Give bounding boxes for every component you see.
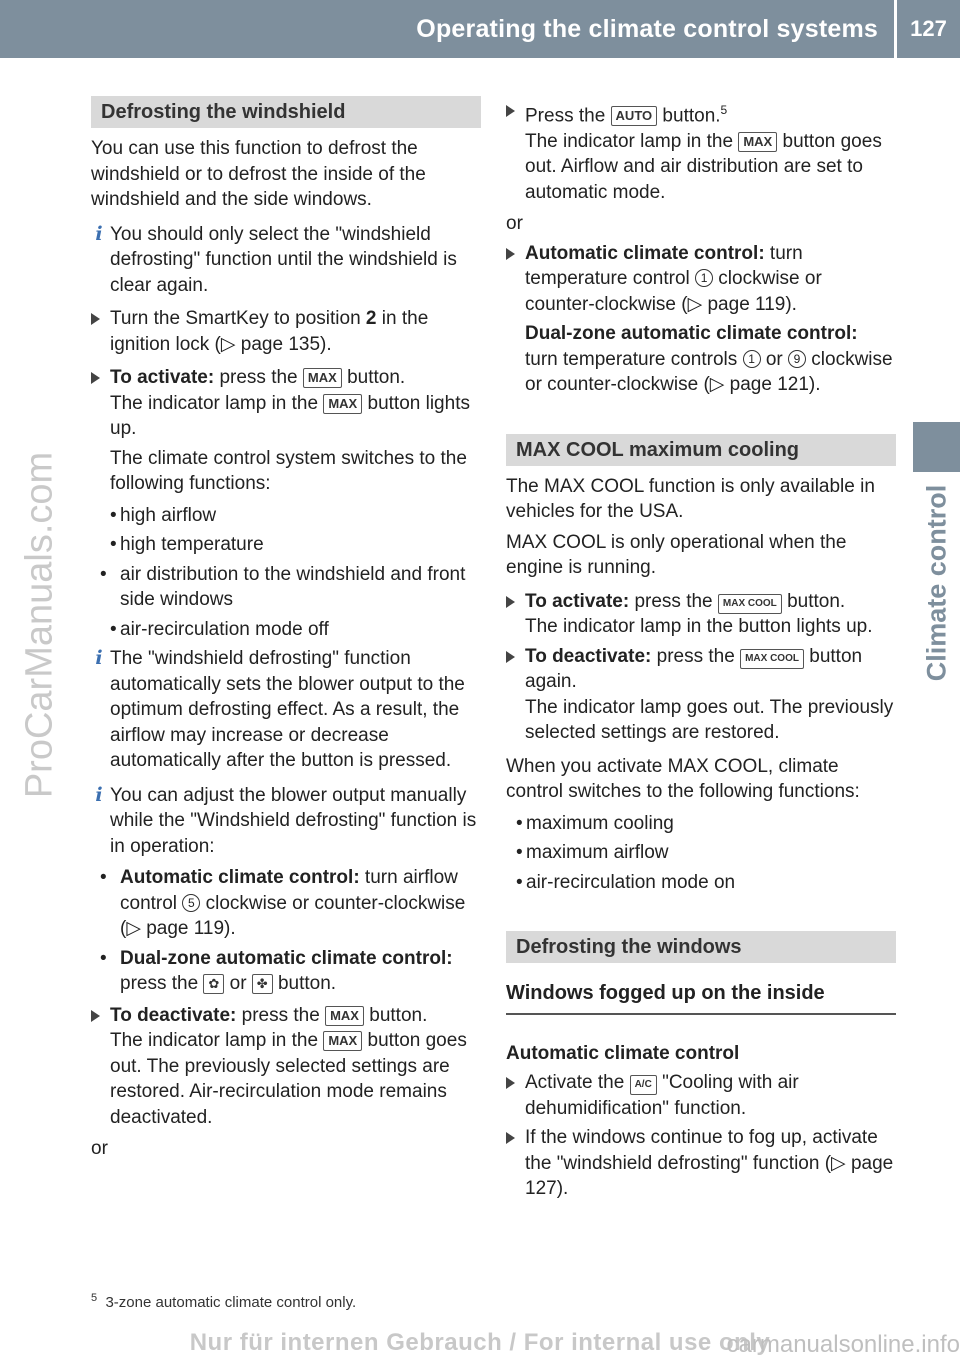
side-tab-marker xyxy=(913,422,960,472)
defrost-max-button-icon: MAX xyxy=(325,1006,364,1026)
list-item: • Dual-zone automatic climate control: press the ✿ or ✤ button. xyxy=(100,947,453,994)
step-arrow-icon xyxy=(91,372,100,384)
side-tab-label: Climate control xyxy=(920,484,951,682)
max-cool-button-icon: MAX COOL xyxy=(740,649,804,669)
step-text: press the xyxy=(214,367,303,388)
section-title-max-cool: MAX COOL maximum cooling xyxy=(506,434,896,466)
list-item: • maximum cooling xyxy=(516,812,674,834)
step-result xyxy=(110,391,481,442)
info-text: The "windshield defrosting" function automatically sets the blower output to the optimum defrosting effect. As a result, the airflow may increase or decrease automatically after the button is pressed. xyxy=(110,648,465,771)
list-item: • air distribution to the windshield and front side windows xyxy=(100,563,466,610)
chapter-title: Operating the climate control systems xyxy=(416,15,878,43)
function-list xyxy=(91,503,481,643)
step-text: button lights up. xyxy=(110,392,470,439)
fan-up-button-icon: ✿ xyxy=(203,974,224,994)
control-number-5: 5 xyxy=(182,894,200,912)
or-text: or xyxy=(506,213,523,235)
step-label: To deactivate: xyxy=(525,645,652,667)
step-text: The indicator lamp in the xyxy=(110,392,324,414)
step-item: If the windows continue to fog up, activate the "windshield defrosting" function (▷ page 127). xyxy=(506,1125,896,1202)
key-position: 2 xyxy=(365,308,377,329)
step-label: To deactivate: xyxy=(110,1004,237,1026)
step-arrow-icon xyxy=(91,1010,100,1022)
right-column xyxy=(506,98,896,1202)
step-result: The indicator lamp in the MAX button goes out. The previously selected settings are restored. Air-recirculation mode remains deactivated. xyxy=(110,1030,467,1128)
step-arrow-icon xyxy=(506,596,515,608)
step-arrow-icon xyxy=(506,105,515,117)
minor-heading: Automatic climate control xyxy=(506,1042,740,1064)
fan-down-button-icon: ✤ xyxy=(252,974,273,994)
max-cool-function-list xyxy=(506,811,896,896)
step-arrow-icon xyxy=(506,651,515,663)
step-arrow-icon xyxy=(506,1077,515,1089)
blower-list xyxy=(91,865,481,997)
or-text: or xyxy=(91,1138,108,1159)
control-number-1: 1 xyxy=(695,269,713,287)
defrost-max-button-icon: MAX xyxy=(323,394,362,414)
paragraph: MAX COOL is only operational when the engine is running. xyxy=(506,531,847,579)
step-item xyxy=(91,365,481,497)
footnote: $^5$ 3-zone automatic climate control only. xyxy=(91,1292,357,1311)
footnote-ref: 5 xyxy=(720,103,728,117)
step-item xyxy=(91,1003,481,1131)
step-text: in the ignition lock (▷ page 135). xyxy=(110,308,429,355)
info-icon: i xyxy=(95,783,103,806)
internal-use-stamp: Nur für internen Gebrauch / For internal use only xyxy=(189,1329,771,1356)
info-note xyxy=(91,646,481,774)
list-item: • air-recirculation mode on xyxy=(516,871,736,893)
step-item: To activate: press the MAX COOL button. The indicator lamp in the button lights up. xyxy=(506,589,896,640)
step-result: The climate control system switches to the following functions: xyxy=(110,447,467,494)
step-label: Dual-zone automatic climate control: xyxy=(525,323,858,345)
step-item: Activate the A/C "Cooling with air dehumidification" function. xyxy=(506,1070,896,1121)
list-item: • air-recirculation mode off xyxy=(110,618,329,640)
info-text: You can adjust the blower output manually while the "Windshield defrosting" function is in operation: xyxy=(110,784,477,857)
step-text: press the xyxy=(236,1004,326,1026)
step-arrow-icon xyxy=(506,248,515,260)
page-number: 127 xyxy=(910,16,947,41)
info-note xyxy=(91,222,481,299)
step-item: Automatic climate control: turn temperature control 1 clockwise or counter-clockwise (▷ page 119). Dual-zone automatic climate control: turn temperature controls 1 or 9 clockwise or counter-clockwise (▷ page 121). xyxy=(506,241,896,398)
watermark xyxy=(0,400,80,850)
info-icon: i xyxy=(95,647,103,669)
step-item xyxy=(91,306,481,357)
watermark-text: ProCarManuals.com xyxy=(18,451,61,799)
info-icon: i xyxy=(95,222,103,245)
section-title-defrost-windshield: Defrosting the windshield xyxy=(91,96,481,128)
step-label: To activate: xyxy=(525,590,630,612)
defrost-max-button-icon: MAX xyxy=(303,368,342,388)
step-text: button. xyxy=(341,367,406,388)
max-cool-button-icon: MAX COOL xyxy=(718,594,782,614)
left-column xyxy=(91,96,481,1162)
side-tab xyxy=(913,478,960,688)
paragraph: The MAX COOL function is only available in vehicles for the USA. xyxy=(506,475,875,523)
step-text: button. xyxy=(363,1004,428,1026)
paragraph: When you activate MAX COOL, climate control switches to the following functions: xyxy=(506,755,860,803)
auto-button-icon: AUTO xyxy=(611,106,658,126)
list-item: • high temperature xyxy=(110,534,264,555)
ac-button-icon: A/C xyxy=(630,1075,657,1095)
control-number-9: 9 xyxy=(788,350,806,368)
step-item: To deactivate: press the MAX COOL button again. The indicator lamp goes out. The previously selected settings are restored. xyxy=(506,644,896,746)
list-item: • Automatic climate control: turn airflow control 5 clockwise or counter-clockwise (▷ page 119). xyxy=(100,867,466,939)
step-result: The indicator lamp in the button lights up. xyxy=(525,616,873,638)
section-title-defrost-windows: Defrosting the windows xyxy=(506,931,896,963)
subsection-title: Windows fogged up on the inside xyxy=(506,981,896,1015)
step-result: turn temperature controls 1 or 9 clockwise or counter-clockwise (▷ page 121). xyxy=(525,348,893,396)
control-number-1: 1 xyxy=(743,350,761,368)
site-watermark: carmanualsonline.info xyxy=(726,1331,960,1358)
info-text: You should only select the "windshield defrosting" function until the windshield is clear again. xyxy=(110,223,457,296)
info-note xyxy=(91,783,481,860)
step-result: The indicator lamp goes out. The previously selected settings are restored. xyxy=(525,696,894,744)
defrost-max-button-icon: MAX xyxy=(323,1031,362,1051)
step-label: Automatic climate control: xyxy=(525,242,765,264)
step-arrow-icon xyxy=(91,313,100,325)
page-header xyxy=(0,0,960,58)
list-item: • high airflow xyxy=(110,504,217,526)
step-label: To activate: xyxy=(110,367,215,388)
step-text: Turn the SmartKey to position xyxy=(110,308,366,329)
intro-paragraph: You can use this function to defrost the windshield or to defrost the inside of the windshield and the side windows. xyxy=(91,138,426,210)
step-arrow-icon xyxy=(506,1132,515,1144)
step-item: Press the AUTO button.$^5$ The indicator lamp in the MAX button goes out. Airflow and air distribution are set to automatic mode. xyxy=(506,98,896,205)
list-item: • maximum airflow xyxy=(516,842,669,864)
step-result: The indicator lamp in the MAX button goes out. Airflow and air distribution are set to automatic mode. xyxy=(525,130,882,203)
defrost-max-button-icon: MAX xyxy=(738,132,777,152)
